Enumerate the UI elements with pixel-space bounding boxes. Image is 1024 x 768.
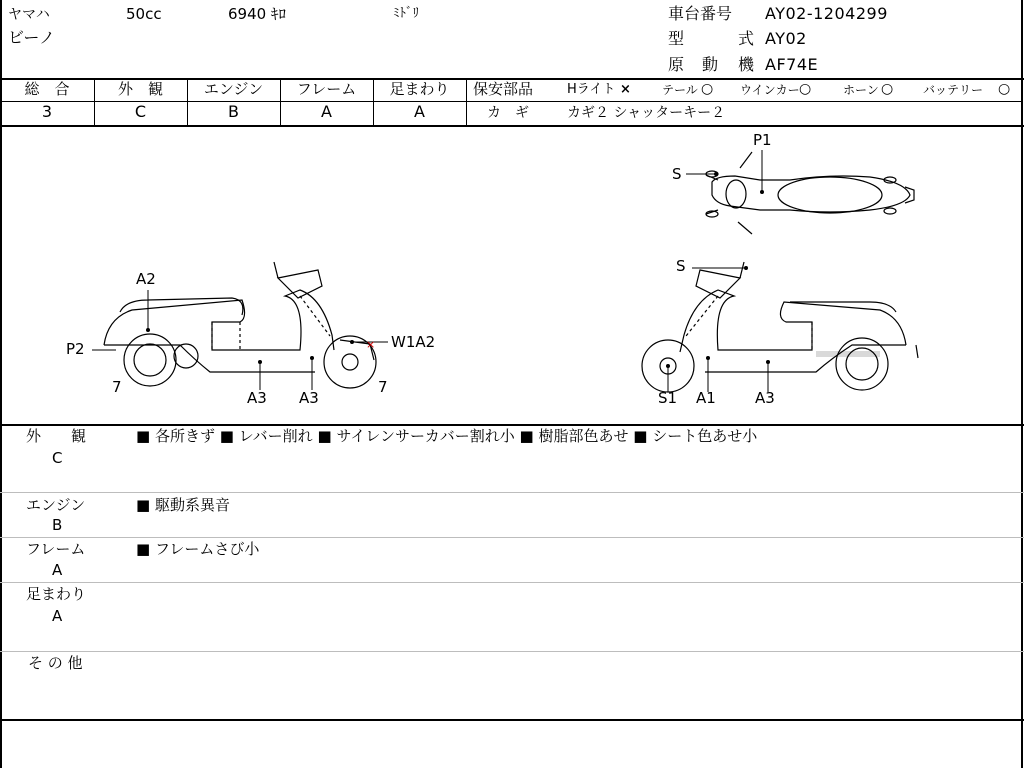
- engine-label: エンジン: [203, 80, 264, 98]
- scooter-right-view: [642, 262, 918, 392]
- remark-item: シート色あせ小: [652, 427, 758, 445]
- battery-label: バッテリー: [923, 83, 984, 97]
- label-right-a1: A1: [696, 389, 716, 407]
- leader-lines: [92, 150, 768, 392]
- bullet-icon: [136, 496, 150, 514]
- suspension-label: 足まわり: [389, 80, 450, 98]
- remarks-exterior-grade: C: [52, 449, 63, 467]
- battery-mark: ○: [998, 81, 1011, 97]
- bullet-icon: [136, 540, 150, 558]
- frame-grade: A: [321, 102, 332, 121]
- remarks-suspension-grade: A: [52, 607, 63, 625]
- label-left-a3a: A3: [247, 389, 267, 407]
- bullet-icon: [520, 427, 534, 445]
- remarks-suspension-label: 足まわり: [26, 585, 87, 603]
- engine-label-3: 機: [738, 55, 755, 74]
- label-left-w1a2: W1A2: [391, 333, 436, 351]
- remarks-other-label: そ の 他: [28, 654, 83, 672]
- scooter-top-view: [706, 152, 914, 234]
- label-right-s1: S1: [658, 389, 678, 407]
- mileage: 6940 ｷﾛ: [228, 5, 286, 23]
- color: ﾐﾄﾞﾘ: [393, 6, 419, 21]
- headlight-mark: ×: [620, 82, 631, 97]
- remark-item: サイレンサーカバー割れ小: [336, 427, 515, 445]
- model-name: ビーノ: [8, 28, 56, 47]
- label-left-7b: 7: [378, 378, 388, 396]
- tail-mark: ○: [701, 81, 714, 97]
- label-top-s: S: [672, 165, 682, 183]
- remark-item: フレームさび小: [154, 540, 260, 558]
- headlight-label: Hライト: [567, 82, 616, 97]
- frame-label: フレーム: [296, 80, 357, 98]
- remarks-exterior-label: 外 観: [26, 427, 87, 445]
- label-left-a2: A2: [136, 270, 156, 288]
- frame-number-label: 車台番号: [668, 4, 733, 23]
- label-top-p1: P1: [753, 131, 772, 149]
- remark-item: 樹脂部色あせ: [538, 427, 629, 445]
- defect-marker-icon: ×: [366, 338, 376, 351]
- engine-label-2: 動: [702, 55, 719, 74]
- remarks-engine-label: エンジン: [26, 496, 86, 514]
- label-left-a3b: A3: [299, 389, 319, 407]
- key-value: カギ２ シャッターキー２: [567, 105, 726, 121]
- horn-mark: ○: [881, 81, 894, 97]
- remarks-exterior-items: [136, 429, 757, 444]
- winker-mark: ○: [799, 81, 812, 97]
- bullet-icon: [633, 427, 647, 445]
- frame-number: AY02-1204299: [765, 4, 888, 23]
- bullet-icon: [317, 427, 331, 445]
- winker-label: ウインカー: [740, 83, 800, 97]
- label-right-s: S: [676, 257, 686, 275]
- exterior-label: 外 観: [117, 80, 163, 98]
- label-left-p2: P2: [66, 340, 85, 358]
- suspension-grade: A: [414, 102, 425, 121]
- overall-grade: 3: [41, 102, 53, 121]
- remark-item: 駆動系異音: [154, 496, 230, 514]
- type-label-2: 式: [738, 29, 755, 48]
- displacement: 50cc: [126, 5, 162, 23]
- label-right-a3: A3: [755, 389, 775, 407]
- remarks-engine-grade: B: [52, 516, 63, 534]
- remarks-frame-grade: A: [52, 561, 63, 579]
- bullet-icon: [136, 427, 150, 445]
- key-label: カ ギ: [487, 105, 529, 121]
- type-value: AY02: [765, 29, 807, 48]
- tail-label: テール: [662, 83, 698, 97]
- label-left-7a: 7: [112, 378, 122, 396]
- overall-label: 総 合: [24, 80, 70, 98]
- engine-model: AF74E: [765, 55, 819, 74]
- bullet-icon: [220, 427, 234, 445]
- engine-label-1: 原: [668, 55, 685, 74]
- exterior-grade: C: [134, 102, 147, 121]
- remarks-frame-items: [136, 542, 259, 557]
- type-label-1: 型: [668, 29, 685, 48]
- engine-grade: B: [228, 102, 239, 121]
- remarks-frame-label: フレーム: [26, 540, 86, 558]
- safety-label: 保安部品: [473, 80, 534, 98]
- remark-item: レバー削れ: [238, 427, 313, 445]
- maker: ヤマハ: [8, 7, 50, 23]
- remarks-engine-items: [136, 498, 230, 513]
- remark-item: 各所きず: [154, 427, 215, 445]
- horn-label: ホーン: [843, 83, 879, 97]
